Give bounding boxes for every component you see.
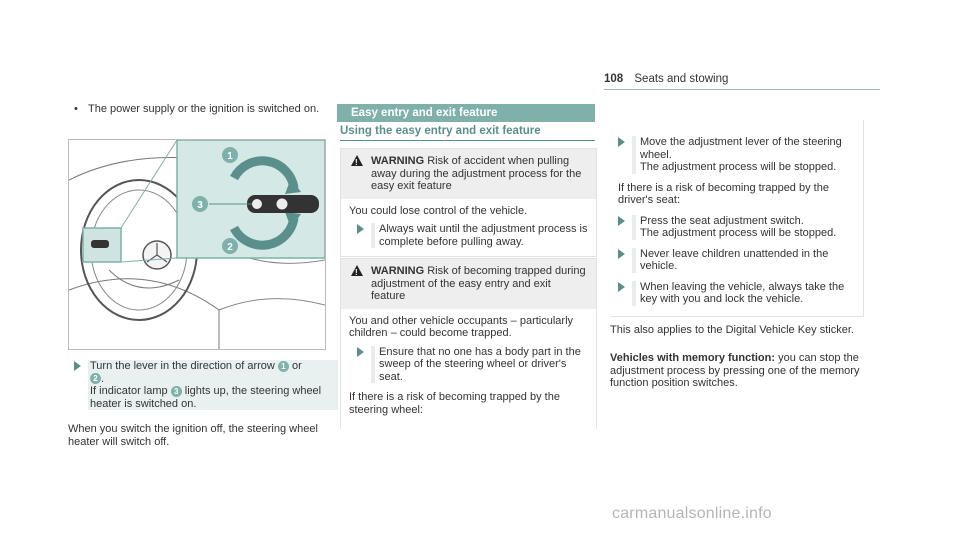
warning-header — [341, 149, 596, 199]
step-arrow-icon — [618, 216, 625, 226]
step-result-text: The adjustment process will be stopped. — [640, 161, 837, 173]
bullet-dot-icon: • — [74, 103, 78, 115]
step-text-c: If indicator lamp — [90, 385, 171, 397]
section-title: Easy entry and exit feature — [351, 107, 498, 119]
warning-body — [341, 199, 596, 257]
callout-2-badge: 2 — [90, 373, 101, 384]
callout-1-label: 1 — [227, 151, 233, 162]
memory-function-label: Vehicles with memory function: — [610, 352, 776, 364]
callout-3-label: 3 — [197, 200, 203, 211]
subheading: Using the easy entry and exit feature — [340, 125, 541, 137]
warning-label: WARNING — [371, 265, 425, 277]
warning-box-accident — [340, 148, 597, 257]
step-text: Press the seat adjustment switch. — [640, 214, 804, 227]
warning-step-text: Ensure that no one has a body part in the sweep of the steering wheel or driver's seat. — [371, 346, 588, 384]
warning-step — [349, 346, 588, 384]
callout-3-badge: 3 — [171, 386, 182, 397]
warning-body — [341, 309, 596, 425]
warning-box-trapped — [340, 258, 597, 429]
warning-label: WARNING — [371, 155, 425, 167]
warning-heading-text: Risk of becoming trapped during adjustment of the easy entry and exit feature — [371, 265, 586, 302]
warning-continuation — [610, 120, 864, 317]
step-text-a: Turn the lever in the direction of arrow — [90, 360, 278, 372]
subheading-underline — [340, 140, 595, 141]
steering-wheel-drawing — [69, 140, 325, 349]
section-title-bar — [337, 104, 595, 122]
callout-2-label: 2 — [227, 242, 233, 253]
memory-function-paragraph — [610, 352, 860, 390]
warning-heading-text: Risk of accident when pulling away during the adjustment process for the easy exit feature — [371, 155, 582, 192]
step-arrow-icon — [357, 347, 364, 357]
step-text-d: lights up, the steering wheel heater is switched on. — [90, 385, 322, 410]
prerequisite-text: The power supply or the ignition is switched on. — [88, 103, 320, 115]
step-arrow-icon — [74, 361, 81, 371]
step-turn-lever — [74, 360, 338, 410]
memory-function-text: you can stop the adjustment process by pressing one of the memory function position switches. — [610, 352, 860, 389]
step-text: Move the adjustment lever of the steering wheel. — [640, 136, 842, 161]
page-header — [604, 73, 728, 85]
warning-step-text: Always wait until the adjustment process is complete before pulling away. — [371, 223, 588, 248]
seat-risk-text: If there is a risk of becoming trapped by the driver's seat: — [618, 181, 829, 206]
step-text-b: . — [101, 372, 105, 385]
step-result-text: The adjustment process will be stopped. — [640, 227, 837, 239]
steering-wheel-illustration — [68, 139, 326, 350]
step-arrow-icon — [618, 137, 625, 147]
watermark: carmanualsonline.info — [612, 505, 772, 522]
step-arrow-icon — [618, 249, 625, 259]
warning-tail-text: If there is a risk of becoming trapped by the steering wheel: — [349, 391, 560, 416]
header-divider — [604, 89, 880, 90]
warning-step — [349, 223, 588, 248]
step-never-leave-children — [610, 248, 863, 273]
prerequisite-bullet — [74, 103, 338, 116]
callout-1-badge: 1 — [278, 361, 289, 372]
step-text: Never leave children unattended in the vehicle. — [632, 248, 863, 273]
step-move-lever — [610, 136, 863, 174]
warning-triangle-icon — [351, 265, 363, 276]
warning-body-text: You could lose control of the vehicle. — [349, 204, 528, 217]
warning-body-text: You and other vehicle occupants – particularly children – could become trapped. — [349, 314, 574, 339]
step-text: When leaving the vehicle, always take the key with you and lock the vehicle. — [632, 281, 863, 306]
step-arrow-icon — [357, 224, 364, 234]
warning-triangle-icon — [351, 155, 363, 166]
warning-header — [341, 259, 596, 309]
step-take-key — [610, 281, 863, 306]
section-name: Seats and stowing — [634, 73, 729, 85]
digital-key-paragraph: This also applies to the Digital Vehicle Key sticker. — [610, 324, 854, 336]
page-number: 108 — [604, 73, 624, 85]
step-press-switch — [610, 215, 863, 240]
step-arrow-icon — [618, 282, 625, 292]
ignition-off-paragraph: When you switch the ignition off, the steering wheel heater will switch off. — [68, 423, 318, 448]
step-text-or: or — [288, 360, 302, 372]
